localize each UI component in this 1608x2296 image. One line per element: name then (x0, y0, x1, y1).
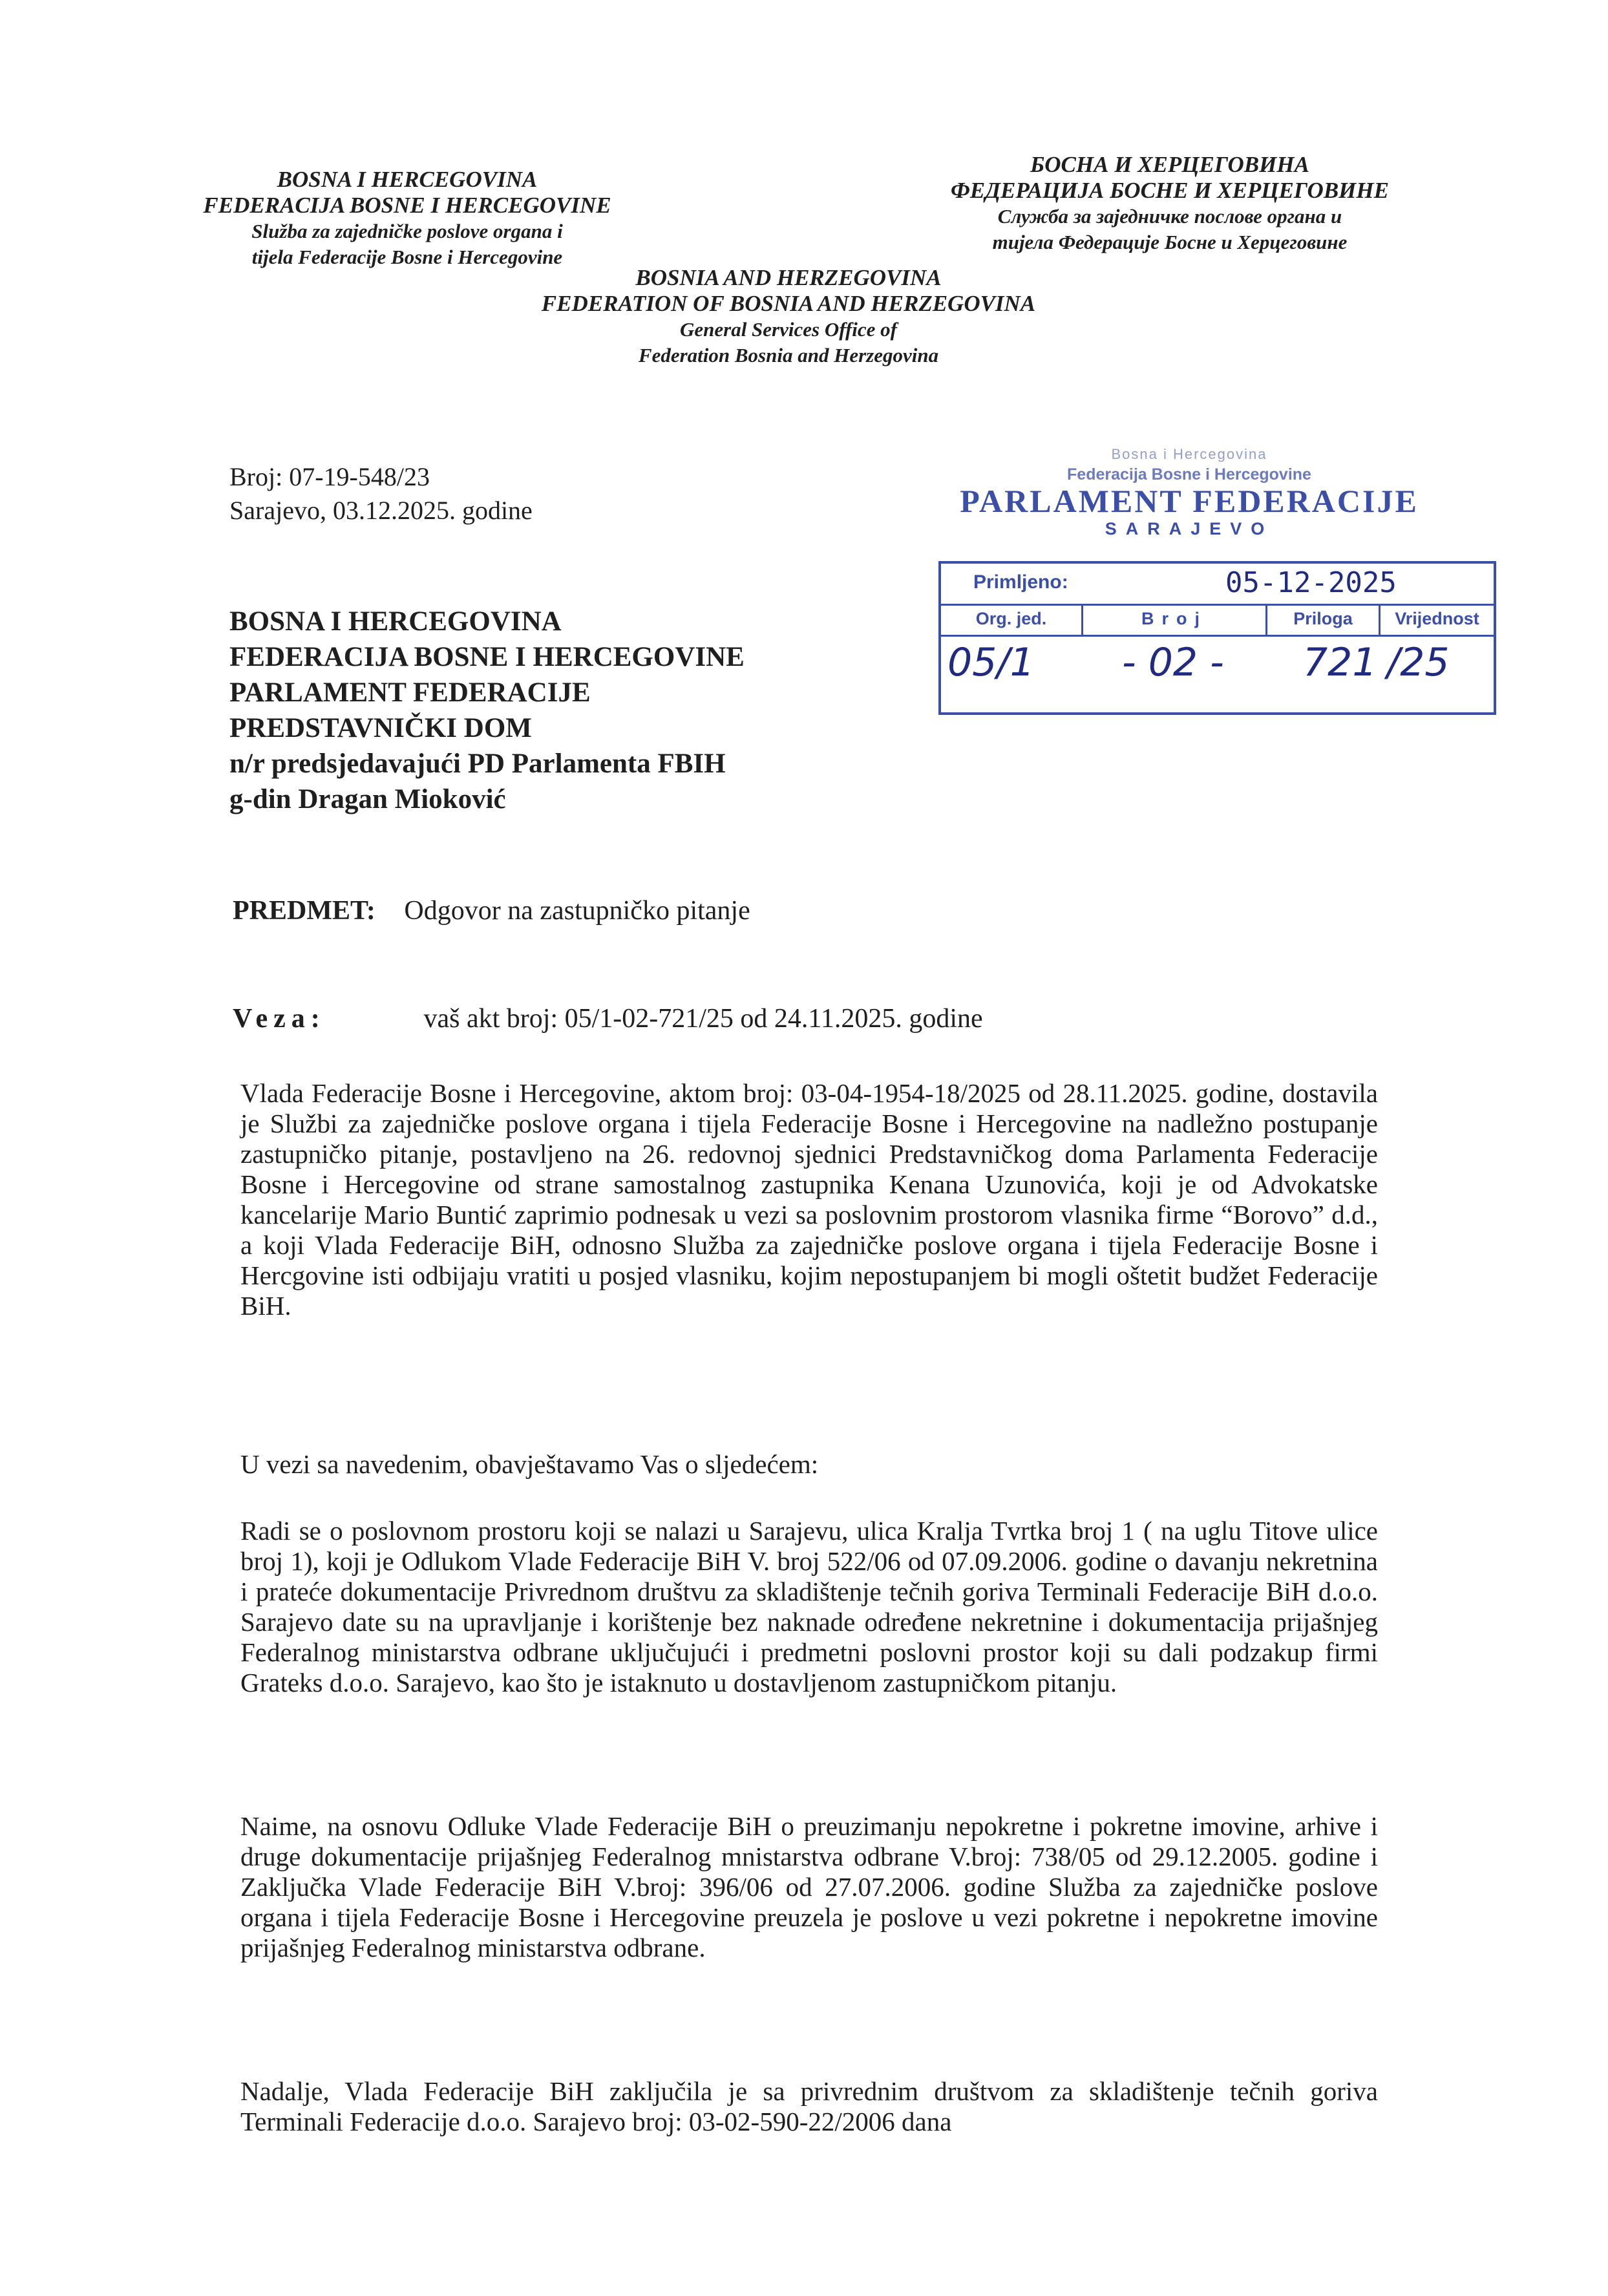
stamp-col-priloga: Priloga (1267, 604, 1381, 635)
veza-text: vaš akt broj: 05/1-02-721/25 od 24.11.2025. godine (423, 1004, 983, 1034)
letterhead-country: BOSNA I HERCEGOVINA (277, 167, 538, 192)
letterhead-federation: FEDERACIJA BOSNE I HERCEGOVINE (203, 193, 611, 218)
recipient-block (229, 604, 745, 817)
stamp-val-priloga: 721 (1303, 640, 1377, 685)
reference-number: Broj: 07-19-548/23 (229, 462, 430, 491)
recipient-line: n/r predsjedavajući PD Parlamenta FBIH (229, 749, 726, 779)
veza-line (233, 1003, 983, 1034)
recipient-line: PARLAMENT FEDERACIJE (229, 677, 591, 708)
letterhead-country: BOSNIA AND HERZEGOVINA (635, 265, 942, 290)
stamp-val-org: 05/1 (947, 640, 1035, 685)
recipient-line: PREDSTAVNIČKI DOM (229, 713, 532, 743)
reference-place-date: Sarajevo, 03.12.2025. godine (229, 496, 533, 525)
body-paragraph: Radi se o poslovnom prostoru koji se nalazi u Sarajevu, ulica Kralja Tvrtka broj 1 ( na uglu Titove ulice broj 1), koji je Odlukom Vlade Federacije BiH V. broj 522/06 od 07.09.2006. godine o davanju nekretnina i prateće dokumentacije Privrednom društvu za skladištenje tečnih goriva Terminali Federacije BiH d.o.o. Sarajevo date su na upravljanje i korištenje bez naknade određene nekretnine i dokumentacija prijašnjeg Federalnog ministarstva odbrane uključujući i predmetni poslovni prostor koji su dali podzakup firmi Grateks d.o.o. Sarajevo, kao što je istaknuto u dostavljenom zastupničkom pitanju. (240, 1516, 1378, 1697)
letterhead-office-cont: Federation Bosnia and Herzegovina (638, 344, 939, 367)
letterhead-english (517, 265, 1060, 368)
letterhead-office: General Services Office of (679, 318, 898, 341)
stamp-received-row (941, 564, 1494, 606)
veza-label: Veza: (233, 1004, 326, 1034)
body-paragraph: U vezi sa navedenim, obavještavamo Vas o sljedećem: (240, 1449, 819, 1479)
subject-text: Odgovor na zastupničko pitanje (404, 896, 750, 926)
recipient-line: g-din Dragan Mioković (229, 784, 506, 814)
subject-line (233, 895, 750, 926)
letterhead-bosnian (175, 167, 640, 270)
stamp-country: Bosna i Hercegovina (1111, 446, 1267, 462)
recipient-line: BOSNA I HERCEGOVINA (229, 606, 562, 637)
subject-label: PREDMET: (233, 896, 376, 926)
body-paragraph: Nadalje, Vlada Federacije BiH zaključila je sa privrednim društvom za skladištenje tečnih goriva Terminali Federacije d.o.o. Sarajevo broj: 03-02-590-22/2006 dana (240, 2076, 1378, 2136)
letterhead-federation: FEDERATION OF BOSNIA AND HERZEGOVINA (541, 291, 1036, 316)
reception-stamp-box (938, 561, 1496, 715)
stamp-val-vrijednost: /25 (1387, 640, 1450, 685)
stamp-values-row (941, 635, 1494, 710)
stamp-col-org: Org. jed. (941, 604, 1083, 635)
stamp-col-vrijednost: Vrijednost (1395, 609, 1479, 628)
reference-block (229, 460, 533, 527)
letterhead-office-cont: тијела Федерације Босне и Херцеговине (992, 231, 1348, 253)
letterhead-office: Служба за заједничке послове органа и (997, 205, 1342, 228)
stamp-received-date: 05-12-2025 (1225, 566, 1397, 599)
stamp-parliament: PARLAMENT FEDERACIJE (960, 483, 1419, 519)
stamp-received-label: Primljeno: (973, 571, 1068, 593)
letterhead-country: БОСНА И ХЕРЦЕГОВИНА (1030, 152, 1309, 177)
stamp-columns-row (941, 604, 1494, 637)
recipient-line: FEDERACIJA BOSNE I HERCEGOVINE (229, 642, 745, 672)
stamp-val-broj: - 02 - (1122, 640, 1224, 685)
body-paragraph: Vlada Federacije Bosne i Hercegovine, aktom broj: 03-04-1954-18/2025 od 28.11.2025. godine, dostavila je Službi za zajedničke poslove organa i tijela Federacije Bosne i Hercegovine na nadležno postupanje zastupničko pitanje, postavljeno na 26. redovnoj sjednici Predstavničkog doma Parlamenta Federacije Bosne i Hercegovine od strane samostalnog zastupnika Kenana Uzunovića, koji je od Advokatske kancelarije Mario Buntić zaprimio podnesak u vezi sa poslovnim prostorom vlasnika firme “Borovo” d.d., a koji Vlada Federacije BiH, odnosno Služba za zajedničke poslove organa i tijela Federacije Bosne i Hercgovine isti odbijaju vratiti u posjed vlasniku, kojim nepostupanjem bi mogli oštetit budžet Federacije BiH. (240, 1078, 1378, 1321)
letterhead-serbian (918, 152, 1422, 255)
reception-stamp-header (931, 446, 1448, 539)
body-paragraph: Naime, na osnovu Odluke Vlade Federacije BiH o preuzimanju nepokretne i pokretne imovine, arhive i druge dokumentacije prijašnjeg Federalnog mnistarstva odbrane V.broj: 738/05 od 29.12.2005. godine i Zaključka Vlade Federacije BiH V.broj: 396/06 od 27.07.2006. godine Služba za zajedničke poslove organa i tijela Federacije Bosne i Hercegovine preuzela je poslove u vezi pokretne i nepokretne imovine prijašnjeg Federalnog ministarstva odbrane. (240, 1811, 1378, 1962)
letterhead-office: Služba za zajedničke poslove organa i (251, 220, 563, 242)
stamp-federation: Federacija Bosne i Hercegovine (1067, 465, 1311, 484)
stamp-city: SARAJEVO (1105, 519, 1274, 538)
stamp-col-broj: Broj (1083, 604, 1267, 635)
letterhead-federation: ФЕДЕРАЦИЈА БОСНЕ И ХЕРЦЕГОВИНЕ (951, 178, 1389, 203)
letterhead-office-cont: tijela Federacije Bosne i Hercegovine (251, 246, 563, 268)
